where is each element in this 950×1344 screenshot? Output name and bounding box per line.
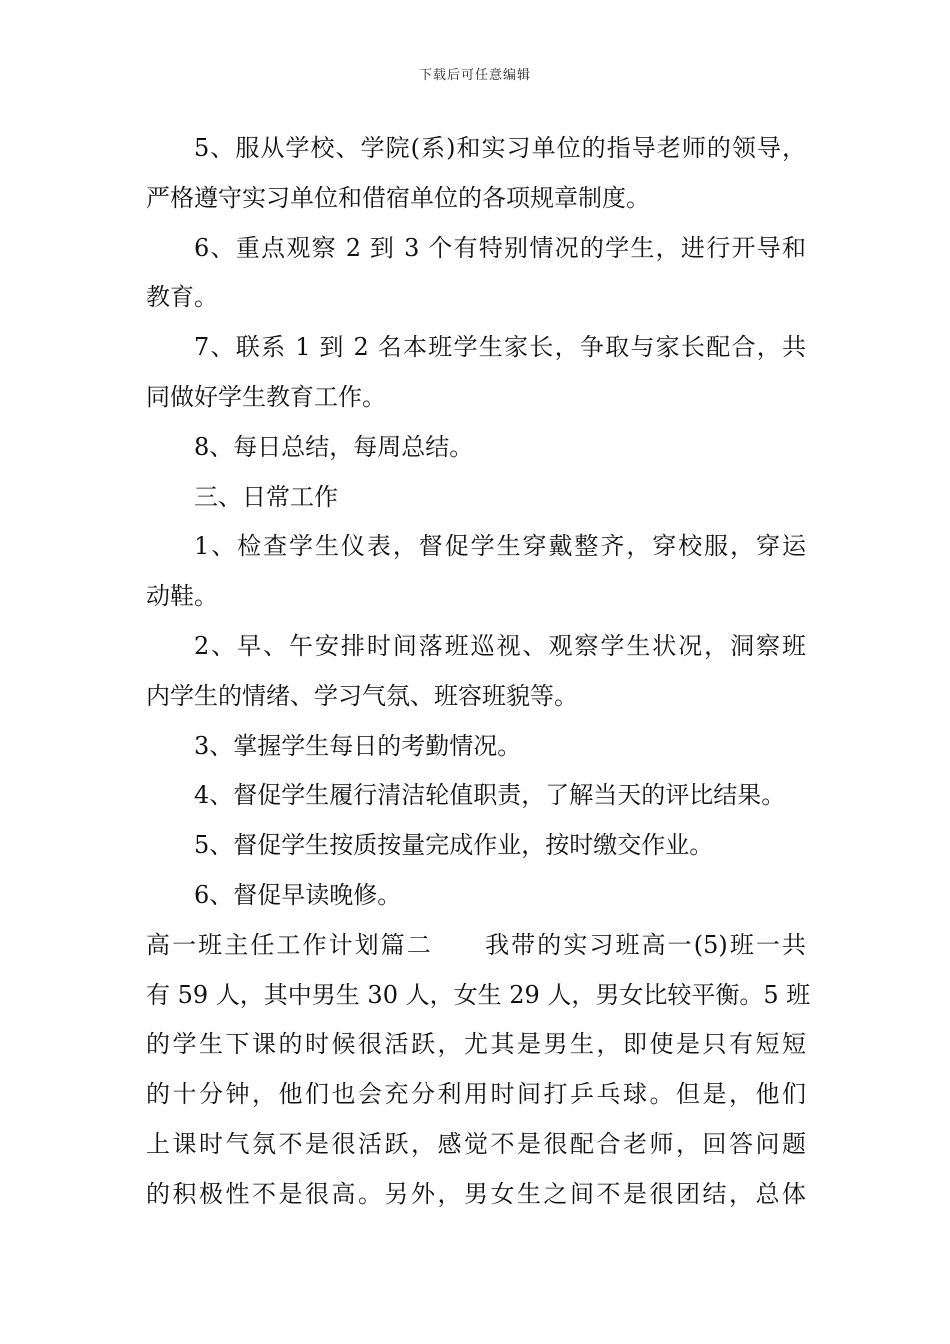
text-line: 高一班主任工作计划篇二 我带的实习班高一(5)班一共 <box>146 930 806 959</box>
text-line: 5、服从学校、学院(系)和实习单位的指导老师的领导， <box>194 134 806 162</box>
text-line: 同做好学生教育工作。 <box>146 382 386 411</box>
text-line: 教育。 <box>146 283 218 312</box>
document-body <box>146 124 811 1220</box>
text-line: 3、掌握学生每日的考勤情况。 <box>194 731 522 760</box>
text-line: 内学生的情绪、学习气氛、班容班貌等。 <box>146 681 578 710</box>
text-line: 严格遵守实习单位和借宿单位的各项规章制度。 <box>146 183 650 212</box>
section-heading: 三、日常工作 <box>194 482 338 511</box>
text-line: 6、重点观察 2 到 3 个有特别情况的学生，进行开导和 <box>194 233 806 262</box>
text-line: 上课时气氛不是很活跃，感觉不是很配合老师，回答问题 <box>146 1129 806 1158</box>
text-line: 的学生下课的时候很活跃，尤其是男生，即使是只有短短 <box>146 1030 806 1059</box>
page-header: 下载后可任意编辑 <box>418 68 531 83</box>
text-line: 的十分钟，他们也会充分利用时间打乒乓球。但是，他们 <box>146 1080 806 1109</box>
text-line: 4、督促学生履行清洁轮值职责，了解当天的评比结果。 <box>194 781 786 810</box>
text-line: 2、早、午安排时间落班巡视、观察学生状况，洞察班 <box>194 631 806 660</box>
text-line: 7、联系 1 到 2 名本班学生家长，争取与家长配合，共 <box>194 333 806 362</box>
text-line: 6、督促早读晚修。 <box>194 880 402 909</box>
text-line: 5、督促学生按质按量完成作业，按时缴交作业。 <box>194 831 714 860</box>
text-line: 动鞋。 <box>146 582 218 611</box>
text-line: 的积极性不是很高。另外，男女生之间不是很团结，总体 <box>146 1179 806 1208</box>
text-line: 8、每日总结，每周总结。 <box>194 432 474 461</box>
text-line: 有 59 人，其中男生 30 人，女生 29 人，男女比较平衡。5 班 <box>146 980 811 1009</box>
text-line: 1、检查学生仪表，督促学生穿戴整齐，穿校服，穿运 <box>194 532 806 561</box>
